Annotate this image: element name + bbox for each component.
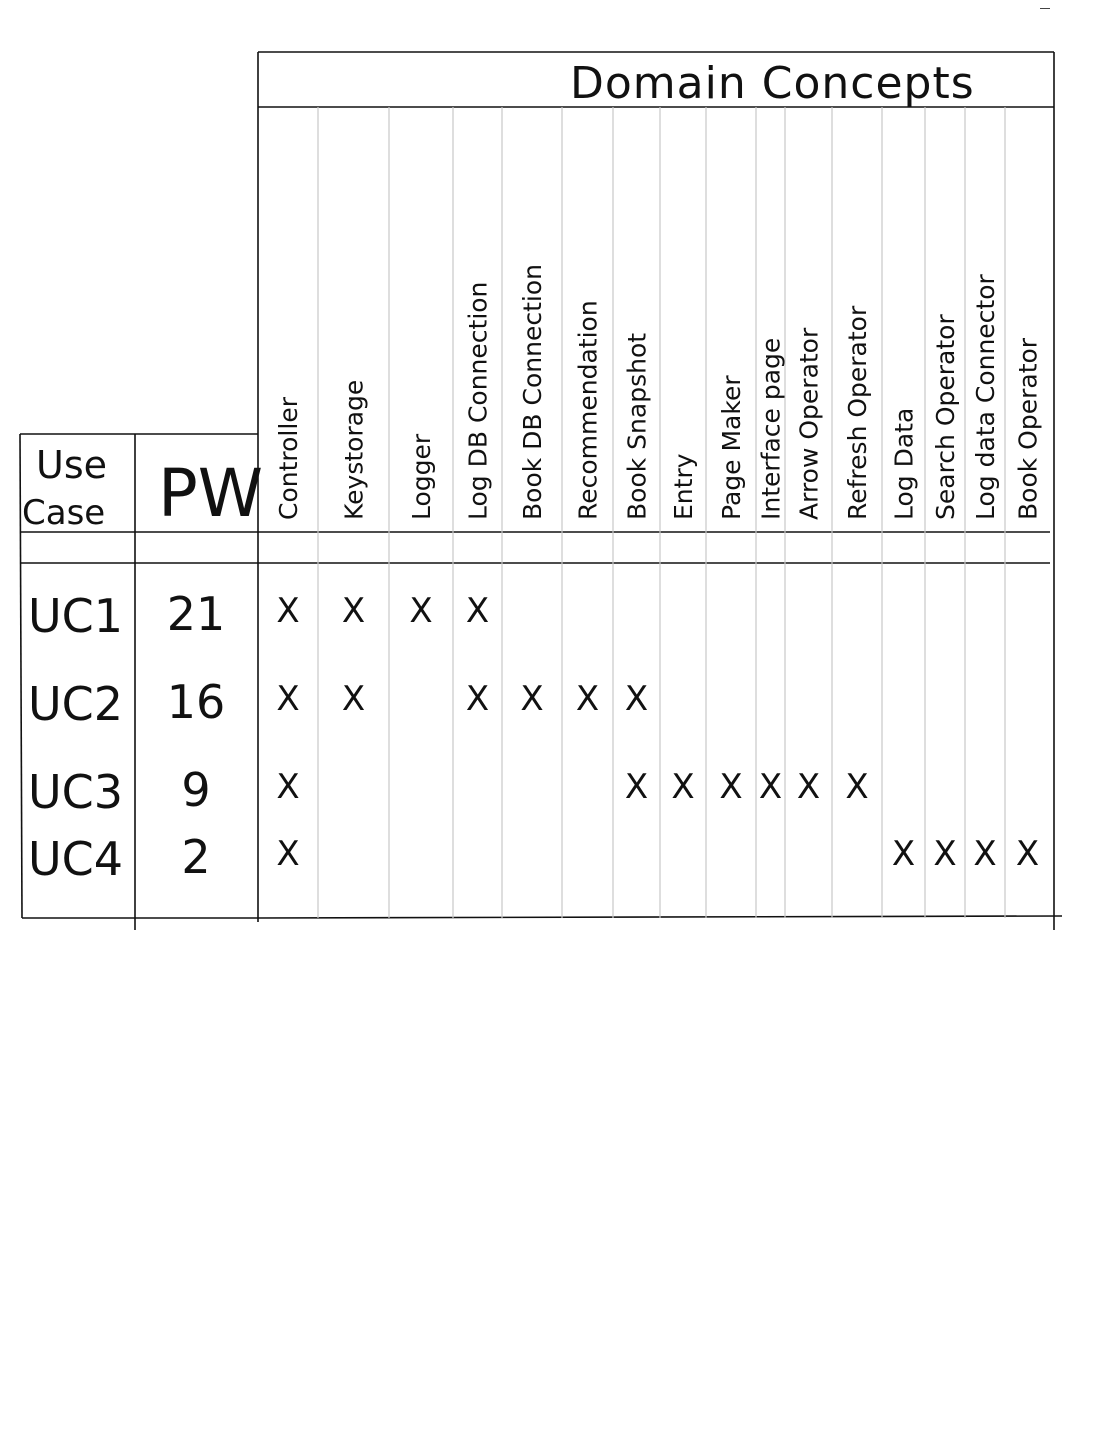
column-header: Log data Connector xyxy=(971,274,1000,520)
row-use-case: UC1 xyxy=(28,589,124,643)
cell-mark: X xyxy=(465,679,490,719)
pw-header: PW xyxy=(158,455,264,532)
row-pw: 2 xyxy=(181,830,211,884)
cell-mark: X xyxy=(341,591,366,631)
cell-mark: X xyxy=(891,834,916,874)
row-pw: 16 xyxy=(166,675,226,729)
row-pw: 9 xyxy=(181,763,211,817)
column-header: Keystorage xyxy=(339,379,369,520)
column-header: Recommendation xyxy=(573,300,603,520)
column-header: Search Operator xyxy=(931,314,960,520)
row-labels xyxy=(28,587,225,886)
cell-mark: X xyxy=(276,767,300,807)
column-header: Log DB Connection xyxy=(463,281,493,520)
cell-mark: X xyxy=(671,767,695,807)
cell-mark: X xyxy=(624,767,649,807)
cell-mark: X xyxy=(276,834,300,874)
column-header: Controller xyxy=(274,397,303,520)
column-header: Refresh Operator xyxy=(843,305,872,520)
cell-mark: X xyxy=(933,834,957,874)
cell-mark: X xyxy=(624,679,649,719)
row-pw: 21 xyxy=(166,587,226,641)
cell-mark: X xyxy=(465,591,490,631)
row-use-case: UC2 xyxy=(28,677,124,731)
cell-mark: X xyxy=(341,679,366,719)
cell-mark: X xyxy=(796,767,821,807)
column-header: Log Data xyxy=(889,407,919,520)
column-header: Book Operator xyxy=(1013,337,1043,520)
use-case-header-line2: Case xyxy=(22,493,106,533)
column-header: Logger xyxy=(407,433,436,520)
row-use-case: UC3 xyxy=(28,765,124,819)
column-header: Page Maker xyxy=(717,375,746,520)
domain-concepts-title: Domain Concepts xyxy=(570,58,975,109)
use-case-header-line1: Use xyxy=(36,443,107,487)
cell-mark: X xyxy=(719,767,743,807)
row-use-case: UC4 xyxy=(28,832,124,886)
column-header: Interface page xyxy=(756,337,786,520)
cell-mark: X xyxy=(276,679,300,719)
column-header: Arrow Operator xyxy=(794,327,824,520)
cell-mark: X xyxy=(1015,834,1040,874)
column-header: Book DB Connection xyxy=(518,264,547,520)
cell-mark: X xyxy=(758,767,783,807)
cell-mark: X xyxy=(973,834,997,874)
cell-mark: X xyxy=(409,591,433,631)
cell-mark: X xyxy=(520,679,544,719)
cell-mark: X xyxy=(276,591,300,631)
column-header: Entry xyxy=(669,453,698,520)
cell-mark: X xyxy=(845,767,869,807)
cell-mark: X xyxy=(575,679,600,719)
column-header: Book Snapshot xyxy=(622,332,652,520)
